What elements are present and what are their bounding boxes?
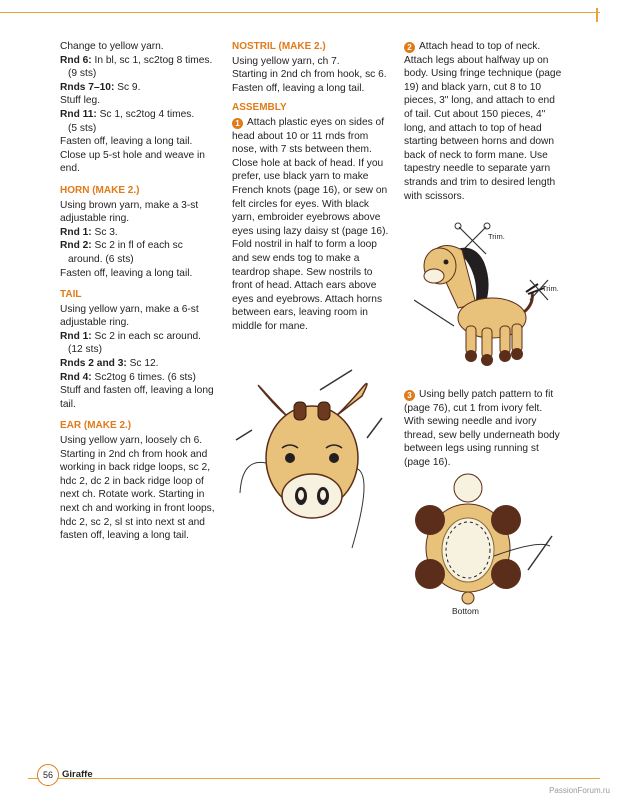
horn-intro: Using brown yarn, make a 3-st adjustable ring. bbox=[60, 199, 199, 225]
scissors-handle-icon bbox=[484, 223, 490, 229]
nostril-left-hole-icon bbox=[298, 490, 304, 500]
ear-heading: EAR (MAKE 2.) bbox=[60, 420, 132, 432]
section-name: Giraffe bbox=[62, 769, 93, 780]
tail-rnds-2-3: Rnds 2 and 3: Sc 12. bbox=[60, 358, 159, 370]
needle-icon bbox=[528, 536, 552, 570]
trim-label-tail: Trim. bbox=[542, 284, 559, 293]
horn-fasten: Fasten off, leaving a long tail. bbox=[60, 267, 193, 279]
needle-icon bbox=[320, 370, 352, 390]
scissors-handle-icon bbox=[455, 223, 461, 229]
leg-icon bbox=[466, 326, 476, 354]
nostril-l2: Starting in 2nd ch from hook, sc 6. bbox=[232, 69, 387, 81]
hoof-icon bbox=[415, 505, 445, 535]
needle-icon bbox=[367, 418, 382, 438]
hoof-icon bbox=[491, 505, 521, 535]
muzzle-icon bbox=[282, 474, 342, 518]
horn-left-icon bbox=[294, 402, 306, 420]
head-top-icon bbox=[454, 474, 482, 502]
bottom-caption: Bottom bbox=[452, 606, 479, 616]
column-3 bbox=[404, 40, 564, 203]
giraffe-body-illustration bbox=[414, 222, 564, 380]
step-3: 3 Using belly patch pattern to fit (page 76), cut 1 from ivory felt. With sewing needle and ivory thread, sew belly underneath body between legs using running st (page 16). bbox=[404, 389, 560, 468]
horn-heading: HORN (MAKE 2.) bbox=[60, 184, 140, 196]
tail-rnd-4: Rnd 4: Sc2tog 6 times. (6 sts) bbox=[60, 371, 196, 383]
column-1 bbox=[60, 40, 220, 543]
hoof-icon bbox=[499, 350, 511, 362]
step-2-badge: 2 bbox=[404, 42, 415, 53]
hoof-icon bbox=[481, 354, 493, 366]
nostril-fasten: Fasten off, leaving a long tail. bbox=[232, 82, 365, 94]
rnd-6: Rnd 6: In bl, sc 1, sc2tog 8 times. bbox=[60, 54, 213, 66]
step-2: 2 Attach head to top of neck. Attach legs about halfway up on body. Using fringe technique (page 19) and black yarn, cut 8 to 10 pieces, 3" long, and attach to end of tail. Cut about 150 pieces, 4" long, and attach to top of head starting between horns and down back of neck to form mane. Use tapestry needle to separate yarn strands and trim to desired length with scissors. bbox=[404, 41, 562, 202]
corner-mark bbox=[596, 8, 598, 22]
column-2 bbox=[232, 40, 390, 333]
watermark: PassionForum.ru bbox=[549, 786, 610, 795]
eye-small-icon bbox=[444, 260, 449, 265]
eye-right-icon bbox=[329, 453, 339, 463]
eye-left-icon bbox=[285, 453, 295, 463]
hoof-icon bbox=[511, 348, 523, 360]
tail-intro: Using yellow yarn, make a 6-st adjustable ring. bbox=[60, 303, 199, 329]
horn-rnd-2-cont: around. (6 sts) bbox=[68, 253, 134, 265]
needle-icon bbox=[414, 300, 454, 326]
trim-label-top: Trim. bbox=[488, 232, 505, 241]
nostril-heading: NOSTRIL (MAKE 2.) bbox=[232, 41, 326, 52]
needle-icon bbox=[236, 430, 252, 440]
leg-icon bbox=[482, 328, 492, 358]
giraffe-head-illustration bbox=[232, 368, 392, 558]
rnds-7-10: Rnds 7–10: Sc 9. bbox=[60, 81, 141, 93]
thread-icon bbox=[240, 462, 266, 493]
leg-icon bbox=[500, 326, 510, 354]
horn-right-icon bbox=[318, 402, 330, 420]
hoof-icon bbox=[491, 559, 521, 589]
hoof-icon bbox=[415, 559, 445, 589]
leg-icon bbox=[512, 324, 522, 352]
nostril-l1: Using yellow yarn, ch 7. bbox=[232, 55, 340, 67]
ear-text: Using yellow yarn, loosely ch 6. Starting in 2nd ch from hook and working in back ridge loops, sc 2, hdc 2, dc 2 in back ridge loop of next ch. Rotate work. Starting in next ch and working in front loops, hdc 2, sc 2, sl st into next st and fasten off, leaving a long tail. bbox=[60, 435, 215, 542]
assembly-heading: ASSEMBLY bbox=[232, 102, 287, 114]
tail-rnd-1-sts: (12 sts) bbox=[68, 344, 102, 356]
step-1: 1 Attach plastic eyes on sides of head about 10 or 11 rnds from nose, with 7 sts between them. Close hole at back of head. If you prefer, use black yarn to make French knots (page 16), or sew on felt circles for eyes. With black yarn, embroider eyebrows above eyes using lazy daisy st (page 16). Fold nostril in half to form a loop and sew ends tog to make a teardrop shape. Sew nostrils to front of head. Attach ears above eyes and eyebrows. Attach horns between ears, leaving room in middle for mane. bbox=[232, 116, 389, 332]
step-1-badge: 1 bbox=[232, 118, 243, 129]
tail-rnd-1: Rnd 1: Sc 2 in each sc around. bbox=[60, 330, 201, 342]
step-3-badge: 3 bbox=[404, 390, 415, 401]
tail-stuff: Stuff and fasten off, leaving a long tail. bbox=[60, 385, 214, 410]
fasten-close: Fasten off, leaving a long tail. Close up 5-st hole and weave in end. bbox=[60, 136, 205, 175]
horn-rnd-2: Rnd 2: Sc 2 in fl of each sc bbox=[60, 240, 183, 252]
rnd-11-sts: (5 sts) bbox=[68, 122, 97, 134]
rnd-11: Rnd 11: Sc 1, sc2tog 4 times. bbox=[60, 108, 195, 120]
top-rule bbox=[0, 12, 600, 13]
page-number: 56 bbox=[37, 764, 59, 786]
belly-illustration bbox=[410, 470, 560, 610]
nostril-right-hole-icon bbox=[320, 490, 326, 500]
muzzle-small-icon bbox=[424, 269, 444, 283]
horn-rnd-1: Rnd 1: Sc 3. bbox=[60, 226, 118, 238]
tail-icon bbox=[524, 292, 532, 312]
rnd-6-sts: (9 sts) bbox=[68, 68, 97, 80]
stuff-leg: Stuff leg. bbox=[60, 95, 101, 107]
footer-rule bbox=[28, 778, 600, 779]
column-3-lower bbox=[404, 388, 564, 470]
belly-patch-icon bbox=[442, 518, 494, 582]
tail-stub-icon bbox=[462, 592, 474, 604]
ear-right-icon bbox=[336, 384, 367, 417]
hoof-icon bbox=[465, 350, 477, 362]
text-change-yarn: Change to yellow yarn. bbox=[60, 41, 164, 52]
tail-heading: TAIL bbox=[60, 289, 82, 301]
ear-left-icon bbox=[258, 386, 287, 417]
